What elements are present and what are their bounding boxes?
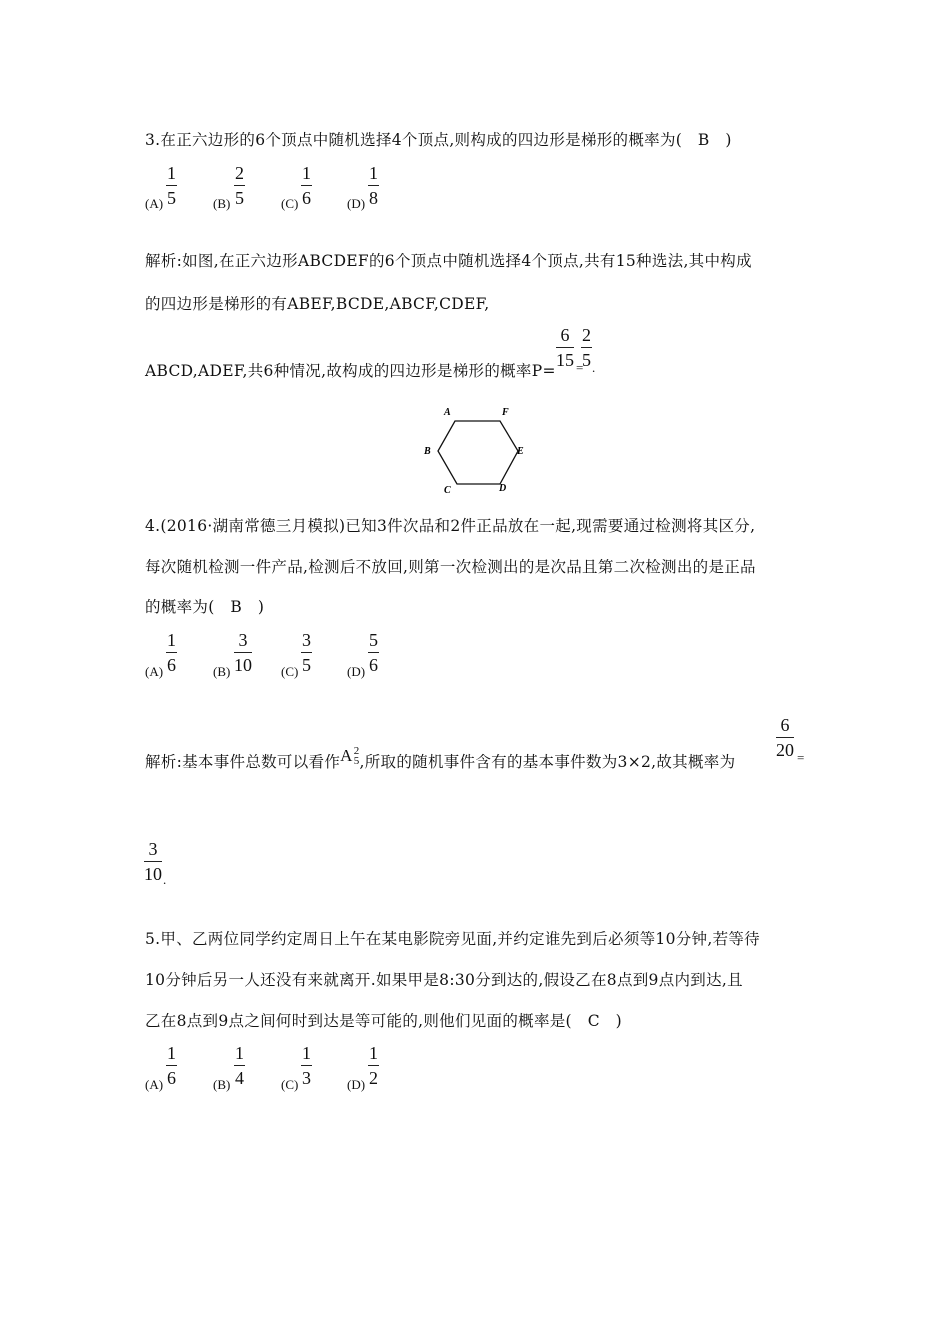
q3-solution-line-2: 的四边形是梯形的有ABEF,BCDE,ABCF,CDEF, — [145, 295, 490, 313]
q4-option-d-label: (D) — [347, 664, 366, 679]
hexagon-vertex-f: F — [502, 407, 509, 418]
q5-stem-line-2: 10分钟后另一人还没有来就离开.如果甲是8:30分到达的,假设乙在8点到9点内到达,且 — [145, 971, 743, 989]
q3-option-a-label: (A) — [145, 196, 164, 211]
q4-option-a-fraction: $\frac{1}{6}$ — [167, 630, 176, 675]
q5-option-d-fraction: $\frac{1}{2}$ — [369, 1043, 378, 1088]
q5-option-a-fraction: $\frac{1}{6}$ — [167, 1043, 176, 1088]
q3-option-a-fraction: $\frac{1}{5}$ — [167, 163, 176, 208]
q4-option-b-label: (B) — [213, 664, 231, 679]
hexagon-vertex-e: E — [517, 446, 524, 457]
hexagon-figure — [420, 400, 540, 500]
q5-option-b-label: (B) — [213, 1077, 231, 1092]
q5-option-b-fraction: $\frac{1}{4}$ — [235, 1043, 244, 1088]
q5-stem-line-1: 5.甲、乙两位同学约定周日上午在某电影院旁见面,并约定谁先到后必须等10分钟,若等待 — [145, 930, 760, 948]
q3-solution-equals: = — [576, 360, 584, 375]
q3-solution-fraction-2: $\frac{2}{5}$ — [582, 325, 591, 370]
q3-option-c-fraction: $\frac{1}{6}$ — [302, 163, 311, 208]
q4-solution-equals: = — [797, 750, 805, 765]
q4-stem-line-3: 的概率为( B ) — [145, 598, 265, 616]
q5-option-c-fraction: $\frac{1}{3}$ — [302, 1043, 311, 1088]
q3-option-d-fraction: $\frac{1}{8}$ — [369, 163, 378, 208]
q4-option-d-fraction: $\frac{5}{6}$ — [369, 630, 378, 675]
q3-stem: 3.在正六边形的6个顶点中随机选择4个顶点,则构成的四边形是梯形的概率为( B ) — [145, 131, 732, 149]
q4-option-a-label: (A) — [145, 664, 164, 679]
q4-solution-permutation: A 2 5 — [340, 745, 360, 768]
hexagon-vertex-a: A — [444, 407, 451, 418]
q3-option-c-label: (C) — [281, 196, 299, 211]
q4-solution-period: . — [163, 872, 167, 887]
hexagon-vertex-b: B — [424, 446, 431, 457]
q4-solution-fraction-2: $\frac{3}{10}$ — [144, 839, 162, 884]
q4-option-c-label: (C) — [281, 664, 299, 679]
q4-stem-line-1: 4.(2016·湖南常德三月模拟)已知3件次品和2件正品放在一起,现需要通过检测将其区分, — [145, 517, 756, 535]
q3-solution-fraction-1: $\frac{6}{15}$ — [556, 325, 574, 370]
q5-option-d-label: (D) — [347, 1077, 366, 1092]
q4-option-b-fraction: $\frac{3}{10}$ — [234, 630, 252, 675]
q3-solution-period: . — [592, 360, 596, 375]
q5-option-c-label: (C) — [281, 1077, 299, 1092]
hexagon-vertex-d: D — [499, 483, 507, 494]
q3-option-b-fraction: $\frac{2}{5}$ — [235, 163, 244, 208]
hexagon-vertex-c: C — [444, 485, 451, 496]
q4-option-c-fraction: $\frac{3}{5}$ — [302, 630, 311, 675]
q4-solution-text-a: 解析:基本事件总数可以看作 — [145, 753, 341, 771]
hexagon-shape — [438, 421, 518, 484]
q3-option-b-label: (B) — [213, 196, 231, 211]
q3-option-d-label: (D) — [347, 196, 366, 211]
q5-stem-line-3: 乙在8点到9点之间何时到达是等可能的,则他们见面的概率是( C ) — [145, 1012, 623, 1030]
q4-stem-line-2: 每次随机检测一件产品,检测后不放回,则第一次检测出的是次品且第二次检测出的是正品 — [145, 558, 756, 576]
q4-solution-fraction-1: $\frac{6}{20}$ — [776, 715, 794, 760]
q3-solution-line-3: ABCD,ADEF,共6种情况,故构成的四边形是梯形的概率P= — [145, 362, 556, 380]
q4-solution-text-b: ,所取的随机事件含有的基本事件数为3×2,故其概率为 — [359, 753, 736, 771]
q3-solution-line-1: 解析:如图,在正六边形ABCDEF的6个顶点中随机选择4个顶点,共有15种选法,其中构成 — [145, 252, 752, 270]
q5-option-a-label: (A) — [145, 1077, 164, 1092]
q4-solution-line-1 — [145, 745, 736, 773]
